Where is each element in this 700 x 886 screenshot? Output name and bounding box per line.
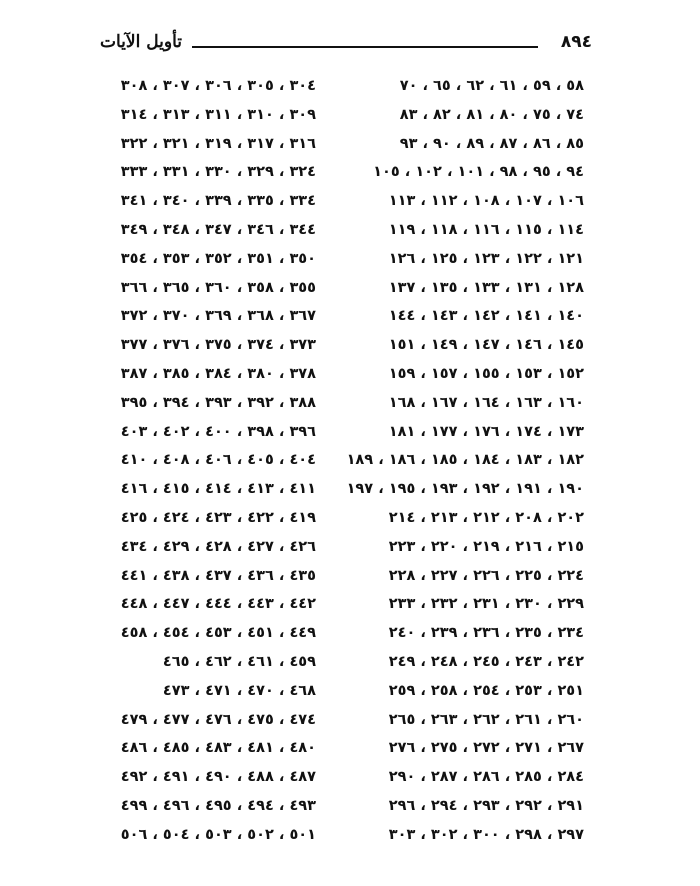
- index-row: ١٦٠ ، ١٦٣ ، ١٦٤ ، ١٦٧ ، ١٦٨: [388, 394, 584, 411]
- index-column-right: [346, 72, 584, 850]
- index-row: ٣٧٨ ، ٣٨٠ ، ٣٨٤ ، ٣٨٥ ، ٣٨٧: [120, 365, 316, 382]
- index-row: ٢٩٧ ، ٢٩٨ ، ٣٠٠ ، ٣٠٢ ، ٣٠٣: [388, 826, 584, 843]
- index-row: ٩٤ ، ٩٥ ، ٩٨ ، ١٠١ ، ١٠٢ ، ١٠٥: [373, 164, 584, 181]
- page-title: تأويل الآيات: [100, 32, 182, 52]
- index-row: ٧٤ ، ٧٥ ، ٨٠ ، ٨١ ، ٨٢ ، ٨٣: [399, 106, 584, 123]
- index-row: ٢٩١ ، ٢٩٢ ، ٢٩٣ ، ٢٩٤ ، ٢٩٦: [388, 797, 584, 814]
- index-row: ٢١٥ ، ٢١٦ ، ٢١٩ ، ٢٢٠ ، ٢٢٣: [388, 538, 584, 555]
- index-row: ٤٥٩ ، ٤٦١ ، ٤٦٢ ، ٤٦٥: [162, 653, 316, 670]
- index-row: ٤١٩ ، ٤٢٢ ، ٤٢٣ ، ٤٢٤ ، ٤٢٥: [120, 509, 316, 526]
- index-row: ٢٤٢ ، ٢٤٣ ، ٢٤٥ ، ٢٤٨ ، ٢٤٩: [388, 653, 584, 670]
- index-row: ٤٧٤ ، ٤٧٥ ، ٤٧٦ ، ٤٧٧ ، ٤٧٩: [120, 711, 316, 728]
- index-row: ٢٨٤ ، ٢٨٥ ، ٢٨٦ ، ٢٨٧ ، ٢٩٠: [388, 769, 584, 786]
- index-row: ٣٥٠ ، ٣٥١ ، ٣٥٢ ، ٣٥٣ ، ٣٥٤: [120, 250, 316, 267]
- index-row: ٣٥٥ ، ٣٥٨ ، ٣٦٠ ، ٣٦٥ ، ٣٦٦: [120, 279, 316, 296]
- index-row: ١٨٢ ، ١٨٣ ، ١٨٤ ، ١٨٥ ، ١٨٦ ، ١٨٩: [346, 452, 584, 469]
- index-row: ٥٨ ، ٥٩ ، ٦١ ، ٦٢ ، ٦٥ ، ٧٠: [399, 78, 584, 94]
- index-row: ٣١٦ ، ٣١٧ ، ٣١٩ ، ٣٢١ ، ٣٢٢: [120, 135, 316, 152]
- index-row: ٤٦٨ ، ٤٧٠ ، ٤٧١ ، ٤٧٣: [162, 682, 316, 699]
- index-row: ٤٨٠ ، ٤٨١ ، ٤٨٣ ، ٤٨٥ ، ٤٨٦: [120, 740, 316, 757]
- index-row: ٤٣٥ ، ٤٣٦ ، ٤٣٧ ، ٤٣٨ ، ٤٤١: [120, 567, 316, 584]
- index-row: ١٤٠ ، ١٤١ ، ١٤٢ ، ١٤٣ ، ١٤٤: [388, 308, 584, 325]
- index-row: ٣٧٣ ، ٣٧٤ ، ٣٧٥ ، ٣٧٦ ، ٣٧٧: [120, 337, 316, 354]
- index-row: ١٧٣ ، ١٧٤ ، ١٧٦ ، ١٧٧ ، ١٨١: [388, 423, 584, 440]
- index-row: ٢٥١ ، ٢٥٣ ، ٢٥٤ ، ٢٥٨ ، ٢٥٩: [388, 682, 584, 699]
- index-row: ٢٦٧ ، ٢٧١ ، ٢٧٢ ، ٢٧٥ ، ٢٧٦: [388, 740, 584, 757]
- index-row: ٢٣٤ ، ٢٣٥ ، ٢٣٦ ، ٢٣٩ ، ٢٤٠: [388, 625, 584, 642]
- page-header: [100, 30, 592, 60]
- index-row: ٣٨٨ ، ٣٩٢ ، ٣٩٣ ، ٣٩٤ ، ٣٩٥: [120, 394, 316, 411]
- index-row: ٥٠١ ، ٥٠٢ ، ٥٠٣ ، ٥٠٤ ، ٥٠٦: [120, 826, 316, 843]
- index-row: ٢٢٩ ، ٢٣٠ ، ٢٣١ ، ٢٣٢ ، ٢٣٣: [388, 596, 584, 613]
- index-row: ٢٢٤ ، ٢٢٥ ، ٢٢٦ ، ٢٢٧ ، ٢٢٨: [388, 567, 584, 584]
- index-row: ١٥٢ ، ١٥٣ ، ١٥٥ ، ١٥٧ ، ١٥٩: [388, 365, 584, 382]
- index-row: ٢٦٠ ، ٢٦١ ، ٢٦٢ ، ٢٦٣ ، ٢٦٥: [388, 711, 584, 728]
- index-row: ١٠٦ ، ١٠٧ ، ١٠٨ ، ١١٢ ، ١١٣: [388, 193, 584, 210]
- index-row: ١٤٥ ، ١٤٦ ، ١٤٧ ، ١٤٩ ، ١٥١: [388, 337, 584, 354]
- index-row: ٣٣٤ ، ٣٣٥ ، ٣٣٩ ، ٣٤٠ ، ٣٤١: [120, 193, 316, 210]
- index-row: ١٢٨ ، ١٣١ ، ١٣٣ ، ١٣٥ ، ١٣٧: [388, 279, 584, 296]
- index-row: ١٢١ ، ١٢٢ ، ١٢٣ ، ١٢٥ ، ١٢٦: [388, 250, 584, 267]
- index-row: ٨٥ ، ٨٦ ، ٨٧ ، ٨٩ ، ٩٠ ، ٩٣: [399, 135, 584, 152]
- header-rule: [192, 46, 538, 48]
- index-row: ١٩٠ ، ١٩١ ، ١٩٢ ، ١٩٣ ، ١٩٥ ، ١٩٧: [346, 481, 584, 498]
- index-row: ٤٨٧ ، ٤٨٨ ، ٤٩٠ ، ٤٩١ ، ٤٩٢: [120, 769, 316, 786]
- index-row: ٣٠٤ ، ٣٠٥ ، ٣٠٦ ، ٣٠٧ ، ٣٠٨: [120, 78, 316, 94]
- index-row: ٣٢٤ ، ٣٢٩ ، ٣٣٠ ، ٣٣١ ، ٣٣٣: [120, 164, 316, 181]
- index-row: ٤١١ ، ٤١٣ ، ٤١٤ ، ٤١٥ ، ٤١٦: [120, 481, 316, 498]
- index-row: ٢٠٢ ، ٢٠٨ ، ٢١٢ ، ٢١٣ ، ٢١٤: [388, 509, 584, 526]
- index-row: ٣٦٧ ، ٣٦٨ ، ٣٦٩ ، ٣٧٠ ، ٣٧٢: [120, 308, 316, 325]
- index-row: ٣٩٦ ، ٣٩٨ ، ٤٠٠ ، ٤٠٢ ، ٤٠٣: [120, 423, 316, 440]
- index-row: ١١٤ ، ١١٥ ، ١١٦ ، ١١٨ ، ١١٩: [388, 221, 584, 238]
- page-number: ٨٩٤: [560, 32, 592, 52]
- index-row: ٣٤٤ ، ٣٤٦ ، ٣٤٧ ، ٣٤٨ ، ٣٤٩: [120, 221, 316, 238]
- index-row: ٤٢٦ ، ٤٢٧ ، ٤٢٨ ، ٤٢٩ ، ٤٣٤: [120, 538, 316, 555]
- index-row: ٤٤٢ ، ٤٤٣ ، ٤٤٤ ، ٤٤٧ ، ٤٤٨: [120, 596, 316, 613]
- index-row: ٣٠٩ ، ٣١٠ ، ٣١١ ، ٣١٣ ، ٣١٤: [120, 106, 316, 123]
- index-row: ٤٠٤ ، ٤٠٥ ، ٤٠٦ ، ٤٠٨ ، ٤١٠: [120, 452, 316, 469]
- index-column-left: [100, 72, 316, 850]
- index-row: ٤٤٩ ، ٤٥١ ، ٤٥٣ ، ٤٥٤ ، ٤٥٨: [120, 625, 316, 642]
- index-row: ٤٩٣ ، ٤٩٤ ، ٤٩٥ ، ٤٩٦ ، ٤٩٩: [120, 797, 316, 814]
